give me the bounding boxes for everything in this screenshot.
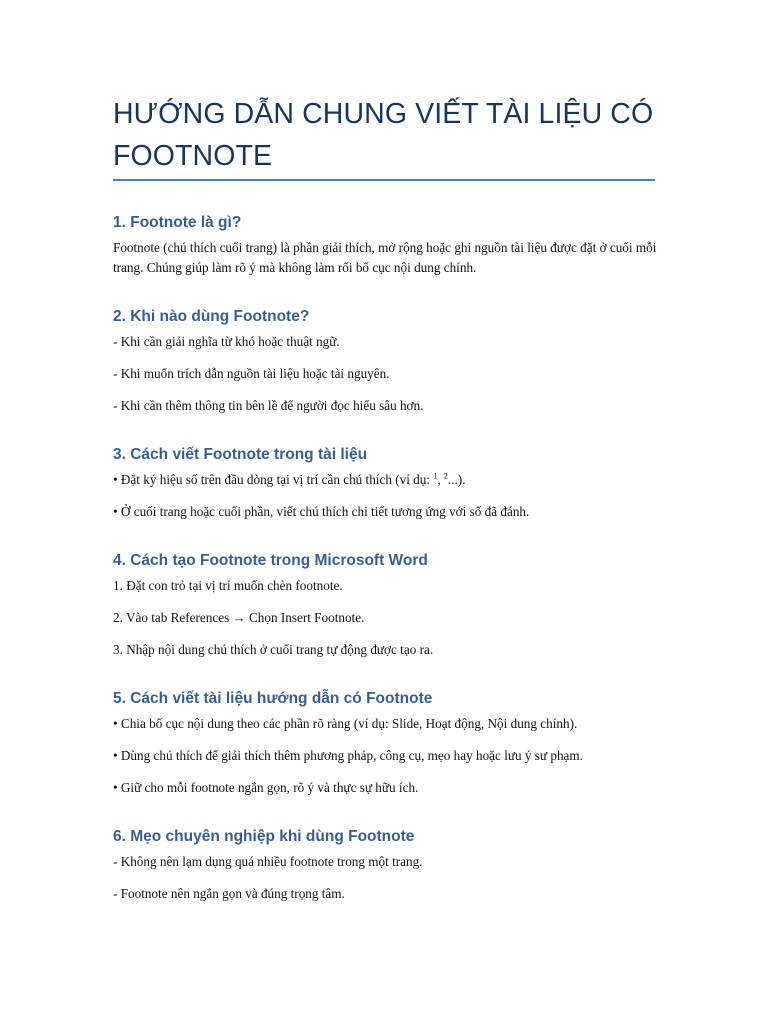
list-item (113, 470, 673, 490)
section-heading: 3. Cách viết Footnote trong tài liệu (113, 446, 368, 463)
list-item: • Ở cuối trang hoặc cuối phần, viết chú thích chi tiết tương ứng với số đã đánh. (113, 504, 530, 519)
list-item: • Dùng chú thích để giải thích thêm phương pháp, công cụ, mẹo hay hoặc lưu ý sư phạm. (113, 748, 583, 763)
document-body (113, 212, 673, 904)
document-title: HƯỚNG DẪN CHUNG VIẾT TÀI LIỆU CÓ FOOTNOTE (113, 98, 654, 172)
list-item: • Giữ cho mỗi footnote ngắn gọn, rõ ý và thực sự hữu ích. (113, 780, 419, 795)
section-heading: 5. Cách viết tài liệu hướng dẫn có Footnote (113, 690, 433, 707)
section-body (113, 714, 673, 798)
list-item: 3. Nhập nội dung chú thích ở cuối trang tự động được tạo ra. (113, 642, 434, 657)
paragraph: Footnote (chú thích cuối trang) là phần giải thích, mở rộng hoặc ghi nguồn tài liệu được đặt ở cuối mỗi trang. Chúng giúp làm rõ ý mà không làm rối bố cục nội dung chính. (113, 240, 657, 275)
section-body (113, 332, 673, 416)
list-item-text: • Đặt ký hiệu số trên đầu dòng tại vị trí cần chú thích (ví dụ: (113, 472, 434, 487)
superscript-marker: 1 (433, 471, 438, 481)
title-underline (113, 179, 655, 181)
section-body (113, 576, 673, 660)
list-item: 1. Đặt con trỏ tại vị trí muốn chèn footnote. (113, 578, 343, 593)
section-when-to-use (113, 306, 673, 416)
list-item: - Footnote nên ngắn gọn và đúng trọng tâm. (113, 886, 345, 901)
section-heading: 1. Footnote là gì? (113, 214, 242, 231)
section-heading: 4. Cách tạo Footnote trong Microsoft Word (113, 552, 428, 569)
list-item-text: ...). (447, 472, 466, 487)
section-body (113, 852, 673, 904)
list-item: • Chia bố cục nội dung theo các phần rõ ràng (ví dụ: Slide, Hoạt động, Nội dung chính). (113, 716, 578, 731)
section-body (113, 238, 673, 278)
section-word-howto (113, 550, 673, 660)
list-item: 2. Vào tab References → Chọn Insert Footnote. (113, 610, 365, 625)
section-how-to-write (113, 444, 673, 522)
list-item: - Không nên lạm dụng quá nhiều footnote trong một trang. (113, 854, 423, 869)
list-item-text: , (437, 472, 444, 487)
list-item: - Khi cần giải nghĩa từ khó hoặc thuật ngữ. (113, 334, 340, 349)
section-heading: 2. Khi nào dùng Footnote? (113, 308, 310, 325)
section-heading: 6. Mẹo chuyên nghiệp khi dùng Footnote (113, 828, 415, 845)
list-item: - Khi cần thêm thông tin bên lề để người đọc hiểu sâu hơn. (113, 398, 424, 413)
section-what-is-footnote (113, 212, 673, 278)
section-guide-writing (113, 688, 673, 798)
list-item: - Khi muốn trích dẫn nguồn tài liệu hoặc tài nguyên. (113, 366, 390, 381)
superscript-marker: 2 (443, 471, 448, 481)
section-body (113, 470, 673, 522)
section-pro-tips (113, 826, 673, 904)
